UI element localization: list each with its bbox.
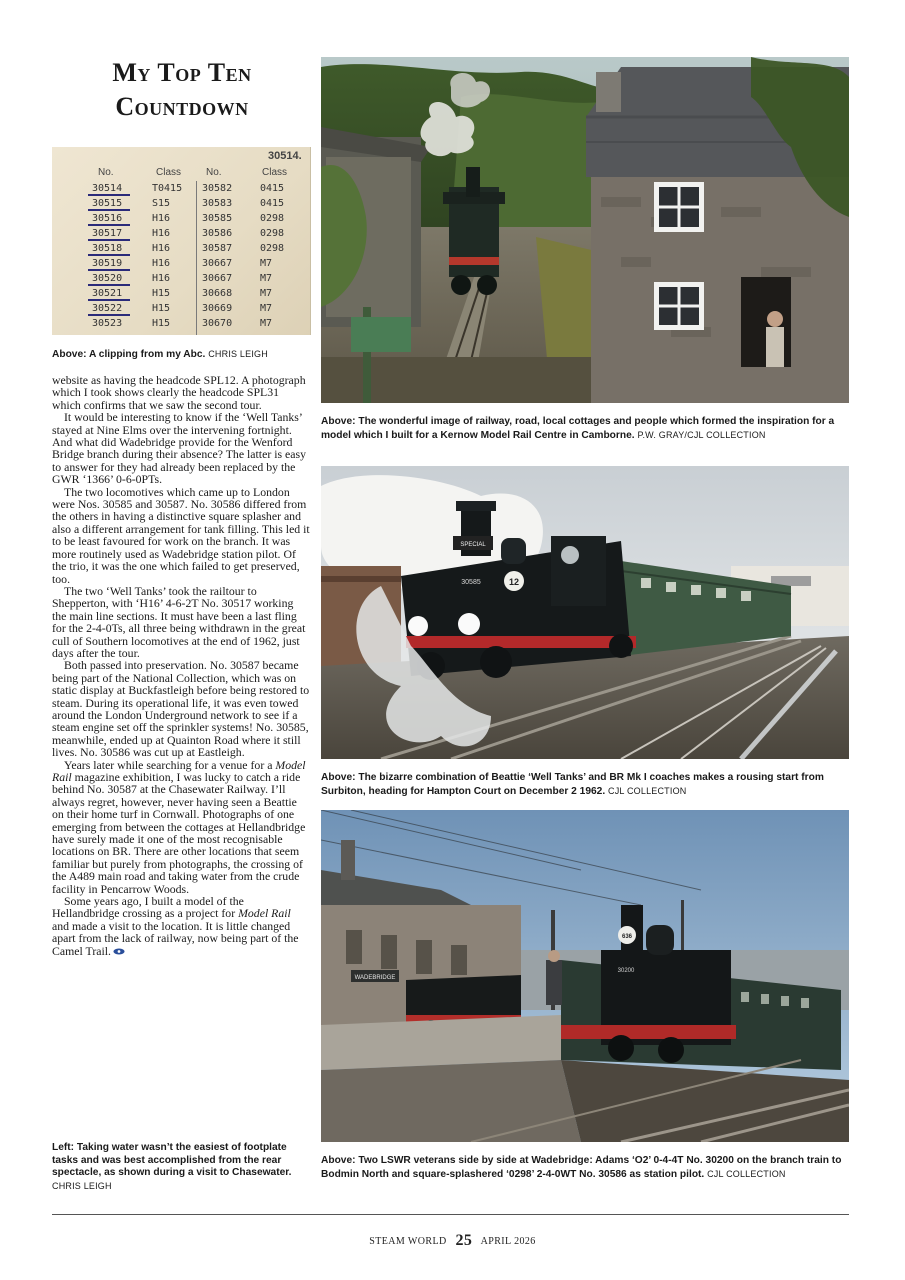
clip-cell: H16 xyxy=(152,258,171,269)
photo-wadebridge-station xyxy=(321,810,849,1142)
photo3-caption xyxy=(321,1155,849,1181)
clip-cell: 30516 xyxy=(92,213,123,224)
p7-start: Some years ago, I built a model of the Hellandbridge crossing as a project for xyxy=(52,894,244,921)
body-paragraph-3: The two locomotives which came up to London were Nos. 30585 and 30587. No. 30586 differed from the others in having a distinctive square splasher and also a different arrangement for tank filling. This led it to be least favoured for work on the branch. It was more routinely used as Wadebridge station pilot. Of the trio, it was the one which failed to get preserved, too. xyxy=(52,484,310,586)
clip-strike-mark xyxy=(88,224,130,226)
end-of-article-icon xyxy=(113,948,125,955)
clip-cell: 30585 xyxy=(202,213,233,224)
clip-strike-mark xyxy=(88,239,130,241)
clip-cell: 30669 xyxy=(202,303,233,314)
clip-cell: 0415 xyxy=(260,198,285,209)
clip-strike-mark xyxy=(88,194,130,196)
clip-cell: 30670 xyxy=(202,318,233,329)
clip-row xyxy=(52,318,310,332)
body-paragraph-4: The two ‘Well Tanks’ took the railtour to Shepperton, with ‘H16’ 4-6-2T No. 30517 working the main line sections. It must have been a last fling for the 2-4-0Ts, all three being withdrawn in the great cull of Southern locomotives at the end of 1962, just days after the tour. xyxy=(52,583,306,660)
photo2-caption xyxy=(321,772,849,798)
photo2-caption-credit: CJL COLLECTION xyxy=(608,785,687,796)
clip-strike-mark xyxy=(88,254,130,256)
p6-start: Years later while searching for a venue for a xyxy=(64,757,276,772)
clip-strike-mark xyxy=(88,269,130,271)
clip-strike-mark xyxy=(88,299,130,301)
headboard-text: SPECIAL xyxy=(460,542,486,548)
clip-cell: 30586 xyxy=(202,228,233,239)
clip-cell: M7 xyxy=(260,303,273,314)
clip-cell: 30519 xyxy=(92,258,123,269)
title-line-2: Countdown xyxy=(115,92,249,121)
clip-cell: 30587 xyxy=(202,243,233,254)
clip-cell: H15 xyxy=(152,318,171,329)
clip-cell: 30523 xyxy=(92,318,123,329)
clip-cell: H16 xyxy=(152,243,171,254)
left-caption-credit: CHRIS LEIGH xyxy=(52,1180,112,1191)
clip-row xyxy=(52,183,310,197)
clip-row xyxy=(52,213,310,227)
clip-header-no: No. xyxy=(98,167,114,178)
clip-row xyxy=(52,228,310,242)
photo3-caption-text: Above: Two LSWR veterans side by side at Wadebridge: Adams ‘O2’ 0-4-4T No. 30200 on the branch train to Bodmin North and square-splashered ‘0298’ 2-4-0WT No. 30586 as station pilot. xyxy=(321,1155,842,1180)
clip-cell: 30518 xyxy=(92,243,123,254)
photo-surbiton-well-tanks xyxy=(321,466,849,759)
clip-cell: 30582 xyxy=(202,183,233,194)
clip-cell: T0415 xyxy=(152,183,183,194)
clip-cell: 30520 xyxy=(92,273,123,284)
loco-number-30200: 30200 xyxy=(617,968,635,974)
p6-end: magazine exhibition, I was lucky to catch a ride behind No. 30587 at the Chasewater Railway. I’ll always regret, however, never having seen a Beattie on their home turf in Cornwall. Photographs of one emerging from between the cottages at Hellandbridge have surely made it one of the most recognisable locations on BR. There are other locations that seem familiar but purely from photographs, the crossing of the A489 main road and taking water from the crude facility in Pencarrow Woods. xyxy=(52,770,306,896)
clipping-caption-credit: CHRIS LEIGH xyxy=(208,349,268,359)
clip-cell: 0298 xyxy=(260,243,285,254)
clip-cell: H15 xyxy=(152,303,171,314)
clip-row xyxy=(52,198,310,212)
photo1-caption-text: Above: The wonderful image of railway, road, local cottages and people which formed the inspiration for a model which I built for a Kernow Model Rail Centre in Camborne. xyxy=(321,416,835,441)
clip-cell: 0298 xyxy=(260,228,285,239)
clip-cell: 0415 xyxy=(260,183,285,194)
clip-cell: 30667 xyxy=(202,258,233,269)
clip-cell: M7 xyxy=(260,258,273,269)
clip-row xyxy=(52,273,310,287)
wadebridge-sign: WADEBRIDGE xyxy=(354,975,396,981)
photo3-caption-credit: CJL COLLECTION xyxy=(707,1168,786,1179)
clip-cell: 30522 xyxy=(92,303,123,314)
clip-cell: H15 xyxy=(152,288,171,299)
photo1-caption xyxy=(321,416,849,442)
clip-cell: M7 xyxy=(260,273,273,284)
clip-top-note: 30514. xyxy=(268,150,302,162)
article-title xyxy=(52,56,312,124)
clip-cell: S15 xyxy=(152,198,171,209)
footer-rule xyxy=(52,1214,849,1215)
left-photo-caption xyxy=(52,1142,312,1193)
clip-header-class2: Class xyxy=(262,167,288,178)
clip-strike-mark xyxy=(88,284,130,286)
photo-hellandbridge-cottages xyxy=(321,57,849,403)
clip-header-no2: No. xyxy=(206,167,222,178)
clip-cell: H16 xyxy=(152,213,171,224)
abc-clipping-image xyxy=(52,147,311,335)
clip-cell: 30514 xyxy=(92,183,123,194)
clip-cell: M7 xyxy=(260,288,273,299)
article-body xyxy=(52,374,310,957)
left-caption-text: Left: Taking water wasn’t the easiest of footplate tasks and was best accomplished from the rear spectacle, as shown during a visit to Chasewater. xyxy=(52,1142,292,1178)
clip-row xyxy=(52,243,310,257)
body-paragraph-1: website as having the headcode SPL12. A photograph which I took shows clearly the headcode SPL31 which confirms that we saw the second tour. xyxy=(52,373,306,412)
page-number: 25 xyxy=(455,1232,473,1249)
footer-magazine: STEAM WORLD xyxy=(369,1236,447,1247)
clip-cell: H16 xyxy=(152,228,171,239)
clipping-caption xyxy=(52,348,312,362)
body-paragraph-2: It would be interesting to know if the ‘Well Tanks’ stayed at Nine Elms over the intervening fortnight. And what did Wadebridge provide for the Wenford Bridge branch during their absence? The latter is easy to answer for they had already been replaced by the GWR ‘1366’ 0-6-0PTs. xyxy=(52,410,306,487)
p7-end: and made a visit to the location. It is little changed apart from the lack of railway, now being part of the Camel Trail. xyxy=(52,918,299,958)
photo1-caption-credit: P.W. GRAY/CJL COLLECTION xyxy=(637,429,766,440)
page-footer xyxy=(0,1232,905,1250)
clip-cell: M7 xyxy=(260,318,273,329)
disc-636: 636 xyxy=(621,934,633,940)
clip-row xyxy=(52,288,310,302)
photo2-caption-text: Above: The bizarre combination of Beattie ‘Well Tanks’ and BR Mk I coaches makes a rousing start from Surbiton, heading for Hampton Court on December 2 1962. xyxy=(321,772,824,797)
clip-header-class: Class xyxy=(156,167,182,178)
footer-issue: APRIL 2026 xyxy=(480,1236,536,1247)
clip-cell: 30583 xyxy=(202,198,233,209)
clip-cell: 30517 xyxy=(92,228,123,239)
clip-cell: 30521 xyxy=(92,288,123,299)
loco-number-30585: 30585 xyxy=(461,579,481,586)
clip-cell: 30668 xyxy=(202,288,233,299)
clip-cell: 30515 xyxy=(92,198,123,209)
title-line-1: My Top Ten xyxy=(112,58,252,87)
clip-strike-mark xyxy=(88,209,130,211)
clip-cell: 0298 xyxy=(260,213,285,224)
p6-model-rail: Model Rail xyxy=(52,757,306,784)
clip-strike-mark xyxy=(88,314,130,316)
body-paragraph-5: Both passed into preservation. No. 30587 became being part of the National Collection, which was on static display at Buckfastleigh before being restored to steam. During its operational life, it was even towed around the London Underground network to see if a steam engine set off the sprinkler systems! No. 30585, meanwhile, ended up at Quainton Road where it still lives. No. 30586 was cut up at Eastleigh. xyxy=(52,658,310,760)
clipping-caption-text: Above: A clipping from my Abc. xyxy=(52,349,206,360)
clip-cell: H16 xyxy=(152,273,171,284)
body-paragraph-6 xyxy=(52,759,310,895)
clip-row xyxy=(52,303,310,317)
p7-model-rail: Model Rail xyxy=(238,906,291,921)
body-paragraph-7 xyxy=(52,895,310,957)
clip-row xyxy=(52,258,310,272)
clip-cell: 30667 xyxy=(202,273,233,284)
headcode-disc: 12 xyxy=(508,577,520,587)
